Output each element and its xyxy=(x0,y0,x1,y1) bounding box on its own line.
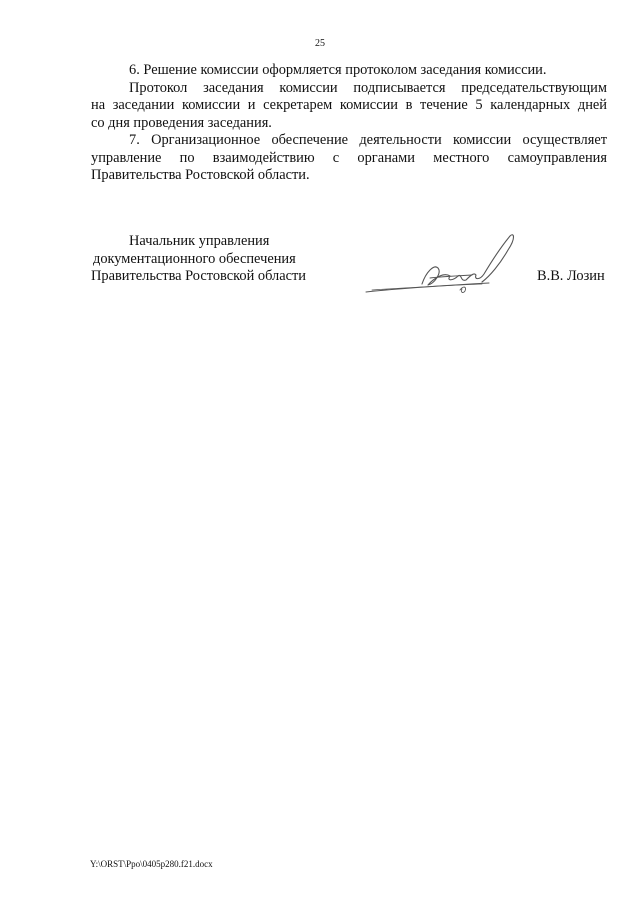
protocol-line: Протокол заседания комиссии подписывается председательствующим xyxy=(129,79,607,96)
file-path-footer: Y:\ORST\Ppo\0405p280.f21.docx xyxy=(90,859,213,869)
paragraph-item-7 xyxy=(91,132,607,185)
item7-line: Правительства Ростовской области. xyxy=(91,167,310,183)
protocol-line: со дня проведения заседания. xyxy=(91,114,272,131)
paragraph-protocol xyxy=(91,80,607,133)
handwritten-signature xyxy=(364,228,524,300)
signatory-title-line: документационного обеспечения xyxy=(93,250,296,267)
item7-line: 7. Организационное обеспечение деятельности комиссии осуществляет xyxy=(129,132,607,148)
signatory-title-line: Начальник управления xyxy=(129,233,270,249)
item7-line: управление по взаимодействию с органами местного самоуправления xyxy=(91,149,607,166)
protocol-line: на заседании комиссии и секретарем комиссии в течение 5 календарных дней xyxy=(91,97,607,113)
page-number: 25 xyxy=(315,38,325,49)
signatory-title-line: Правительства Ростовской области xyxy=(91,268,306,284)
paragraph-item-6: 6. Решение комиссии оформляется протоколом заседания комиссии. xyxy=(129,62,547,78)
document-body xyxy=(91,62,607,185)
signer-name: В.В. Лозин xyxy=(537,268,605,284)
signatory-title xyxy=(91,233,306,286)
